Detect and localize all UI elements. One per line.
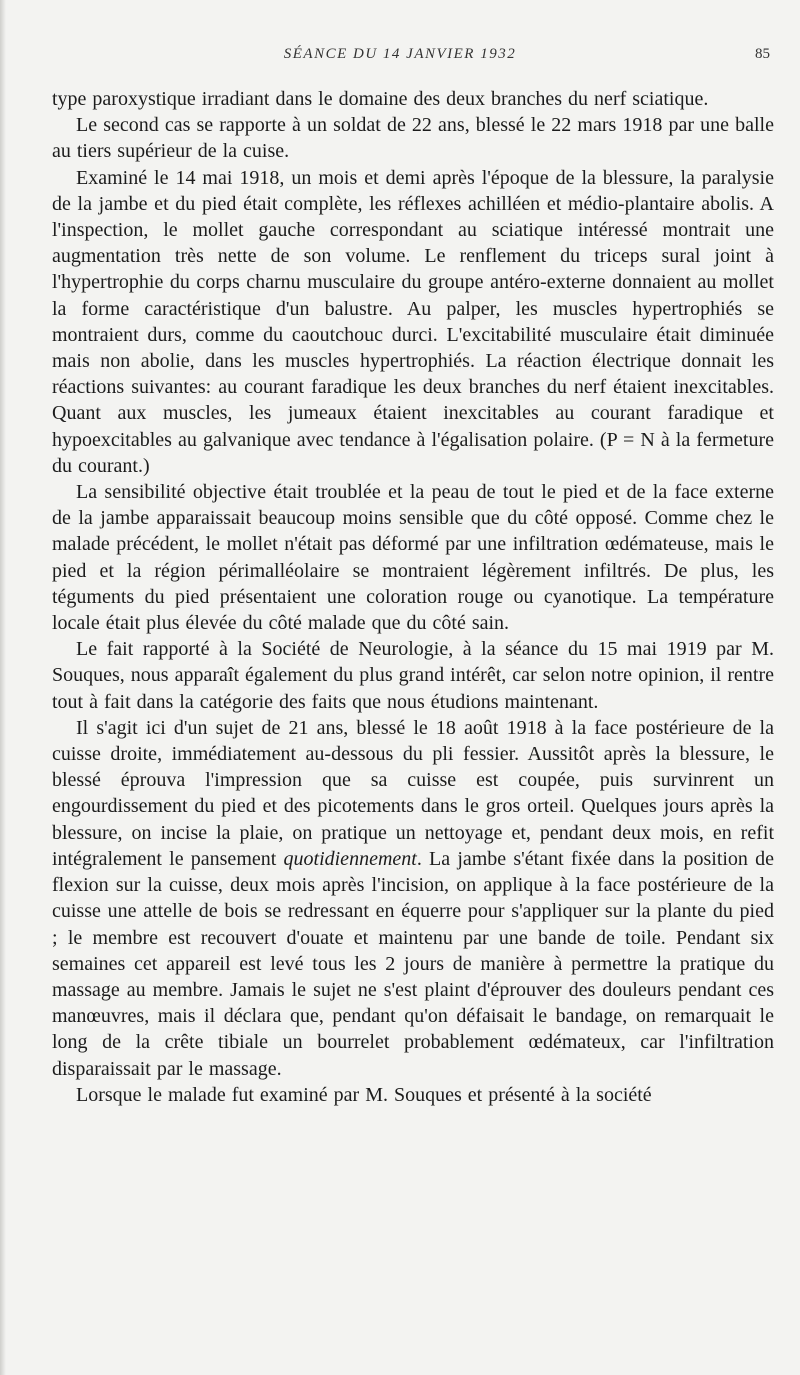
paragraph-continuation: type paroxystique irradiant dans le domaine des deux branches du nerf sciatique. <box>52 88 709 110</box>
body-text <box>52 86 774 1108</box>
paragraph-second-case: Le second cas se rapporte à un soldat de 22 ans, blessé le 22 mars 1918 par une balle au tiers supérieur de la cuise. <box>52 114 774 163</box>
paragraph-case-description <box>52 715 774 1082</box>
paragraph-examination: Examiné le 14 mai 1918, un mois et demi après l'époque de la blessure, la paralysie de la jambe et du pied était complète, les réflexes achilléen et médio-plantaire abolis. A l'inspection, le mollet gauche correspondant au sciatique intéressé montrait une augmentation très nette de son volume. Le renflement du triceps sural joint à l'hypertrophie du corps charnu musculaire du groupe antéro-externe donnaient au mollet la forme caractéristique d'un balustre. Au palper, les muscles hypertrophiés se montraient durs, comme du caoutchouc durci. L'excitabilité musculaire était diminuée mais non abolie, dans les muscles hypertrophiés. La réaction électrique donnait les réactions suivantes: au courant faradique les deux branches du nerf étaient inexcitables. Quant aux muscles, les jumeaux étaient inexcitables au courant faradique et hypoexcitables au galvanique avec tendance à l'égalisation polaire. (P = N à la fermeture du courant.) <box>52 166 774 477</box>
case-text-after: . La jambe s'étant fixée dans la position de flexion sur la cuisse, deux mois après l'incision, on applique à la face postérieure de la cuisse une attelle de bois se redressant en équerre pour s'appliquer sur la plante du pied ; le membre est recouvert d'ouate et maintenu par une bande de toile. Pendant six semaines cet appareil est levé tous les 2 jours de manière à permettre la pratique du massage au membre. Jamais le sujet ne s'est plaint d'éprouver des douleurs pendant ces manœuvres, mais il déclara que, pendant qu'on défaisait le bandage, on remarquait le long de la crête tibiale un bourrelet probablement œdémateux, car l'infiltration disparaissait par le massage. <box>52 847 775 1080</box>
case-text-emphasis: quotidiennement <box>283 847 417 870</box>
case-text-before: Il s'agit ici d'un sujet de 21 ans, blessé le 18 août 1918 à la face postérieure de la cuisse droite, immédiatement au-dessous du pli fessier. Aussitôt après la blessure, le blessé éprouva l'impression que sa cuisse est coupée, puis survinrent un engourdissement du pied et des picotements dans le gros orteil. Quelques jours après la blessure, on incise la plaie, on pratique un nettoyage et, pendant deux mois, en refit intégralement le pansement <box>52 716 774 870</box>
paragraph-sensibility: La sensibilité objective était troublée et la peau de tout le pied et de la face externe de la jambe apparaissait beaucoup moins sensible que du côté opposé. Comme chez le malade précédent, le mollet n'était pas déformé par une infiltration œdémateuse, mais le pied et la région périmalléolaire se montraient légèrement infiltrés. De plus, les téguments du pied présentaient une coloration rouge ou cyanotique. La température locale était plus élevée du côté malade que du côté sain. <box>52 481 774 635</box>
running-title: SÉANCE DU 14 JANVIER 1932 <box>283 46 517 62</box>
page-number: 85 <box>755 46 770 62</box>
paragraph-final: Lorsque le malade fut examiné par M. Souques et présenté à la société <box>76 1083 652 1106</box>
page-edge-shadow <box>0 0 6 1375</box>
paragraph-souques-report: Le fait rapporté à la Société de Neurologie, à la séance du 15 mai 1919 par M. Souques, nous apparaît également du plus grand intérêt, car selon notre opinion, il rentre tout à fait dans la catégorie des faits que nous étudions maintenant. <box>52 638 774 713</box>
